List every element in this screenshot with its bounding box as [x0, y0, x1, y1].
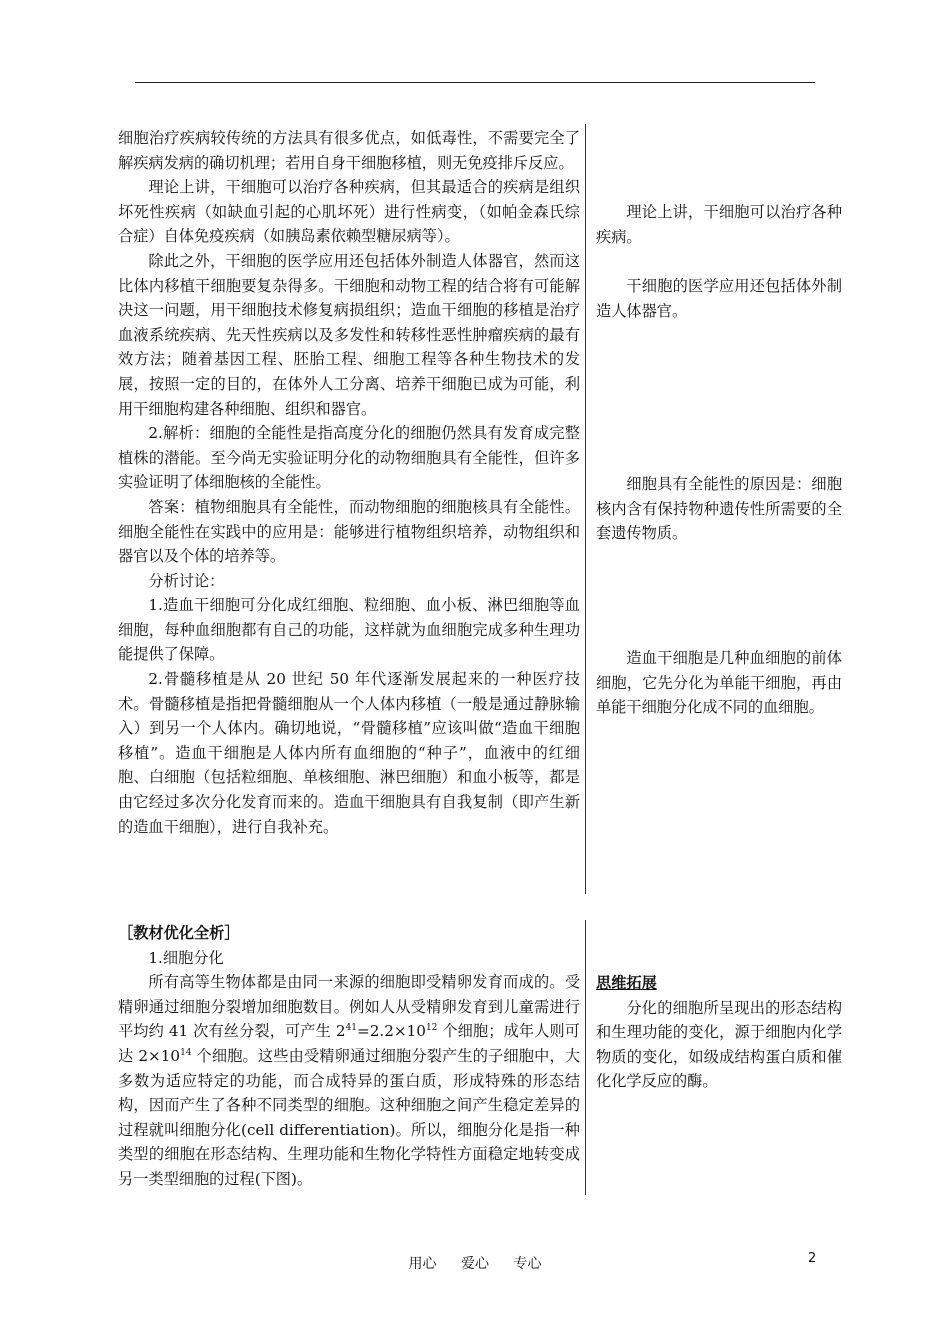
body-paragraph: 1.造血干细胞可分化成红细胞、粒细胞、血小板、淋巴细胞等血细胞，每种血细胞都有自己的功能，这样就为血细胞完成多种生理功能提供了保障。 [118, 596, 580, 664]
section-heading: ［教材优化全析］ [118, 924, 240, 942]
side-note: 干细胞的医学应用还包括体外制造人体器官。 [596, 277, 842, 320]
footer-word: 专心 [513, 1256, 542, 1272]
side-column-section-1 [596, 200, 842, 800]
side-heading: 思维拓展 [596, 974, 657, 992]
body-paragraph: 细胞治疗疾病较传统的方法具有很多优点，如低毒性，不需要完全了解疾病发病的确切机理；若用自身干细胞移植，则无免疫排斥反应。 [118, 129, 580, 172]
side-note: 造血干细胞是几种血细胞的前体细胞，它先分化为单能干细胞，再由单能干细胞分化成不同的血细胞。 [596, 649, 842, 717]
body-paragraph: 除此之外，干细胞的医学应用还包括体外制造人体器官，然而这比体内移植干细胞要复杂得多。干细胞和动物工程的结合将有可能解决这一问题，用干细胞技术修复病损组织；造血干细胞的移植是治疗血液系统疾病、先天性疾病以及多发性和转移性恶性肿瘤疾病的最有效方法；随着基因工程、胚胎工程、细胞工程等各种生物技术的发展，按照一定的目的，在体外人工分离、培养干细胞已成为可能，利用干细胞构建各种细胞、组织和器官。 [118, 251, 580, 418]
side-column-section-2 [596, 971, 842, 1094]
body-paragraph: 2.解析：细胞的全能性是指高度分化的细胞仍然具有发育成完整植株的潜能。至今尚无实验证明分化的动物细胞具有全能性，但许多实验证明了体细胞核的全能性。 [118, 424, 580, 492]
body-paragraph: 2.骨髓移植是从 20 世纪 50 年代逐渐发展起来的一种医疗技术。骨髓移植是指把骨髓细胞从一个人体内移植（一般是通过静脉输入）到另一个人体内。确切地说，“骨髓移植”应该叫做“造血干细胞移植”。造血干细胞是人体内所有血细胞的“种子”，血液中的红细胞、白细胞（包括粒细胞、单核细胞、淋巴细胞）和血小板等，都是由它经过多次分化发育而来的。造血干细胞具有自我复制（即产生新的造血干细胞），进行自我补充。 [118, 670, 580, 836]
body-paragraph: 分析讨论： [148, 571, 225, 590]
main-column-section-1 [118, 126, 580, 839]
body-paragraph: 理论上讲，干细胞可以治疗各种疾病，但其最适合的疾病是组织坏死性疾病（如缺血引起的心肌坏死）进行性病变，（如帕金森氏综合症）自体免疫疾病（如胰岛素依赖型糖尿病等）。 [118, 178, 580, 246]
side-note: 细胞具有全能性的原因是：细胞核内含有保持物种遗传性所需要的全套遗传物质。 [596, 475, 842, 543]
footer-word: 爱心 [461, 1256, 489, 1272]
page-number: 2 [808, 1251, 817, 1266]
side-note: 分化的细胞所呈现出的形态结构和生理功能的变化，源于细胞内化学物质的变化，如级成结构蛋白质和催化化学反应的酶。 [596, 998, 842, 1091]
subsection-heading: 1.细胞分化 [148, 948, 224, 967]
body-paragraph: 所有高等生物体都是由同一来源的细胞即受精卵发育而成的。受精卵通过细胞分裂增加细胞数目。例如人从受精卵发育到儿童需进行平均约 41 次有丝分裂，可产生 $2^{41}=2.2\times 10^{12}$ 个细胞；成年人则可达 $2\times 10^{14}$ 个细胞。这些由受精卵通过细胞分裂产生的子细胞中，大多数为适应特定的功能，而合成特异的蛋白质，形成特殊的形态结构，因而产生了各种不同类型的细胞。这种细胞之间产生稳定差异的过程就叫细胞分化(cell differentiation)。所以，细胞分化是指一种类型的细胞在形态结构、生理功能和生物化学特性方面稳定地转变成另一类型细胞的过程(下图)。 [118, 973, 581, 1188]
column-divider [585, 920, 586, 1195]
column-divider [585, 124, 586, 894]
body-paragraph: 答案：植物细胞具有全能性，而动物细胞的细胞核具有全能性。细胞全能性在实践中的应用是：能够进行植物组织培养，动物组织和器官以及个体的培养等。 [118, 497, 580, 566]
main-column-section-2 [118, 921, 580, 1192]
side-note: 理论上讲，干细胞可以治疗各种疾病。 [596, 203, 842, 246]
footer-word: 用心 [408, 1256, 437, 1272]
header-rule [135, 82, 815, 83]
